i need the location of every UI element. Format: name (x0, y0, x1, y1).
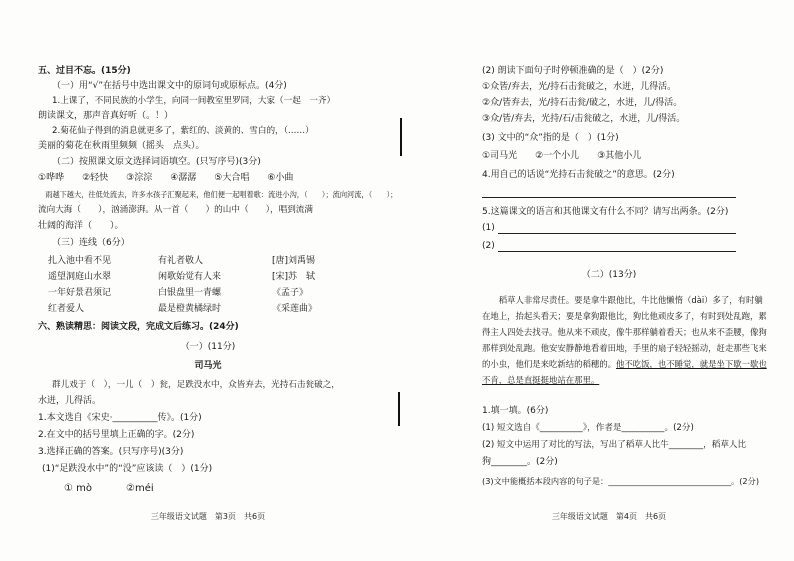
match-left-2: 遥望洞庭山水翠 (48, 272, 112, 282)
s5-q2-line1: 2.菊花仙子得到的消息就更多了，紫红的、淡黄的、雪白的，（……） (52, 126, 314, 136)
q3-2-option-c: ③众/皆/弃去，光持/石/击瓮破之，水迸，儿/得活。 (482, 114, 686, 124)
p1-q3-1-option1: ① mò (64, 483, 93, 494)
match-left-3: 一年好景君须记 (48, 288, 112, 298)
q3-2-option-a: ①众皆/弃去，光/持石击瓮破之，水迸，儿得活。 (482, 82, 677, 92)
right-page-footer: 三年级语文试题 第4页 共6页 (551, 512, 667, 521)
passage2-underlined-part2: 不肯，总是直挺挺地站在那里。 (482, 375, 600, 385)
match-mid-3: 白银盘里一青螺 (158, 288, 222, 298)
passage2-line5: 的小虫，他们是来吃新结的稻穗的。他不吃饭，也不睡觉，就是坐下歇一歇也 (482, 359, 767, 369)
match-mid-2: 闲歌始觉有人来 (158, 272, 222, 282)
match-mid-1: 有礼者敬人 (158, 256, 204, 266)
q5-label-1: (1) (482, 223, 495, 233)
passage2-line2: 在地上，抬起头看天；要是拿狗跟他比，狗比他顽皮多了，有时到处乱跑，累 (482, 311, 767, 321)
s5-q2-line2: 美丽的菊花在秋雨里频频（摇头 点头）。 (38, 141, 205, 151)
fold-mark-bottom (398, 392, 400, 426)
s5-part2-line1: 雨越下越大，往低处流去，许多水孩子汇聚起来，他们便一起唱着歌：流进小沟，（ ）；流向河流，（ ）； (38, 190, 398, 199)
p2-question1-2b: 狗________。(2分) (482, 457, 558, 467)
passage1-heading: （一）(11分) (180, 342, 236, 352)
match-right-2: [宋]苏 轼 (272, 272, 316, 282)
q3-3-options: ①司马光 ②一个小儿 ③其他小儿 (482, 151, 642, 161)
p2-question1: 1.填一填。(6分) (482, 406, 549, 416)
s5-q1-line2: 朗读课文，那声音真好听（。！） (38, 111, 174, 121)
p1-question3: 3.选择正确的答案。(只写序号)(3分) (38, 447, 184, 457)
match-right-3: 《孟子》 (272, 288, 309, 298)
match-left-4: 红者爱人 (48, 304, 85, 314)
p2-question1-2: (2) 短文中运用了对比的写法，写出了稻草人比牛________，稻草人比 (482, 440, 747, 450)
q4-answer-line (482, 197, 736, 198)
s5-part2-line3: 壮阔的海洋（ ）。 (38, 221, 124, 231)
s5-part2-options: ①哗哗 ②轻快 ③淙淙 ④潺潺 ⑤大合唱 ⑥小曲 (38, 173, 294, 183)
s5-part2-heading: （二）按照课文原文选择词语填空。(只写序号)(3分) (52, 157, 261, 167)
p2-question1-3: (3)文中能概括本段内容的句子是：______________________________。(2分) (482, 476, 760, 486)
fold-mark-top (400, 118, 402, 156)
passage1-title: 司马光 (194, 361, 222, 371)
passage1-line2: 水迸，儿得活。 (38, 396, 102, 406)
match-left-1: 扎入池中看不见 (48, 256, 112, 266)
p1-q3-1-option2: ②méi (126, 483, 154, 494)
match-right-4: 《采莲曲》 (272, 304, 318, 314)
q5-answer-line-2 (498, 251, 736, 252)
s5-part2-line2: 流向大海（ ），汹涌澎湃。从一首（ ）的山中（ ），唱到流满 (38, 205, 313, 215)
s5-q1-line1: 1.上课了，不同民族的小学生，向同一间教室里罗同，大家（一起 一齐） (52, 96, 336, 106)
passage2-heading: （二）(13分) (581, 270, 637, 280)
p1-question4: 4.用自己的话说“光持石击瓮破之”的意思。(2分) (482, 170, 675, 180)
left-page-footer: 三年级语文试题 第3页 共6页 (150, 512, 266, 521)
q3-2-option-b: ②众/皆弃去，光/持石击瓮/破之，水迸，儿/得活。 (482, 98, 683, 108)
p1-question3-2: (2) 朗读下面句子时停顿准确的是（ ）(2分) (482, 66, 664, 76)
q5-label-2: (2) (482, 241, 495, 251)
p1-question2: 2.在文中的括号里填上正确的字。(2分) (38, 430, 195, 440)
s5-part3-heading: （三）连线（6分） (52, 238, 130, 248)
passage2-line1: 稻草人非常尽责任。要是拿牛跟他比，牛比他懒惰（dài）多了，有时躺 (482, 295, 763, 305)
section6-title: 六、熟读精思：阅读文段，完成文后练习。(24分) (38, 322, 239, 332)
passage2-line3: 得主人四处去找寻。他从来不顽皮，像牛那样躺着看天；也从来不歪腰，像狗 (482, 327, 767, 337)
p2-question1-1: (1) 短文选自《__________》，作者是__________。(2分) (482, 423, 694, 433)
q5-answer-line-1 (498, 233, 736, 234)
p1-question1: 1.本文选自《宋史·__________传》。(1分) (38, 413, 202, 423)
p1-question3-1: (1)“足跌没水中”的“没”应该读（ ）(1分) (42, 464, 213, 474)
passage2-underlined-part1: 他不吃饭，也不睡觉，就是坐下歇一歇也 (616, 359, 767, 369)
section5-title: 五、过目不忘。(15分) (38, 66, 131, 76)
p1-question5: 5.这篇课文的语言和其他课文有什么不同？请写出两条。(2分) (482, 207, 729, 217)
match-mid-4: 最是橙黄橘绿时 (158, 304, 222, 314)
passage2-line4: 那样到处乱跑。他安安静静地看着田地，手里的扇子轻轻摇动，赶走那些飞来 (482, 343, 767, 353)
p1-question3-3: (3) 文中的“众”指的是（ ）(1分) (482, 133, 619, 143)
passage1-line1: 群儿戏于（ ），一儿（ ）瓮，足跌没水中，众皆弃去，光持石击瓮破之， (52, 380, 340, 390)
match-right-1: [唐]刘禹锡 (272, 256, 316, 266)
s5-part1-heading: （一）用“√”在括号中选出课文中的原词句或原标点。(4分) (52, 81, 287, 91)
